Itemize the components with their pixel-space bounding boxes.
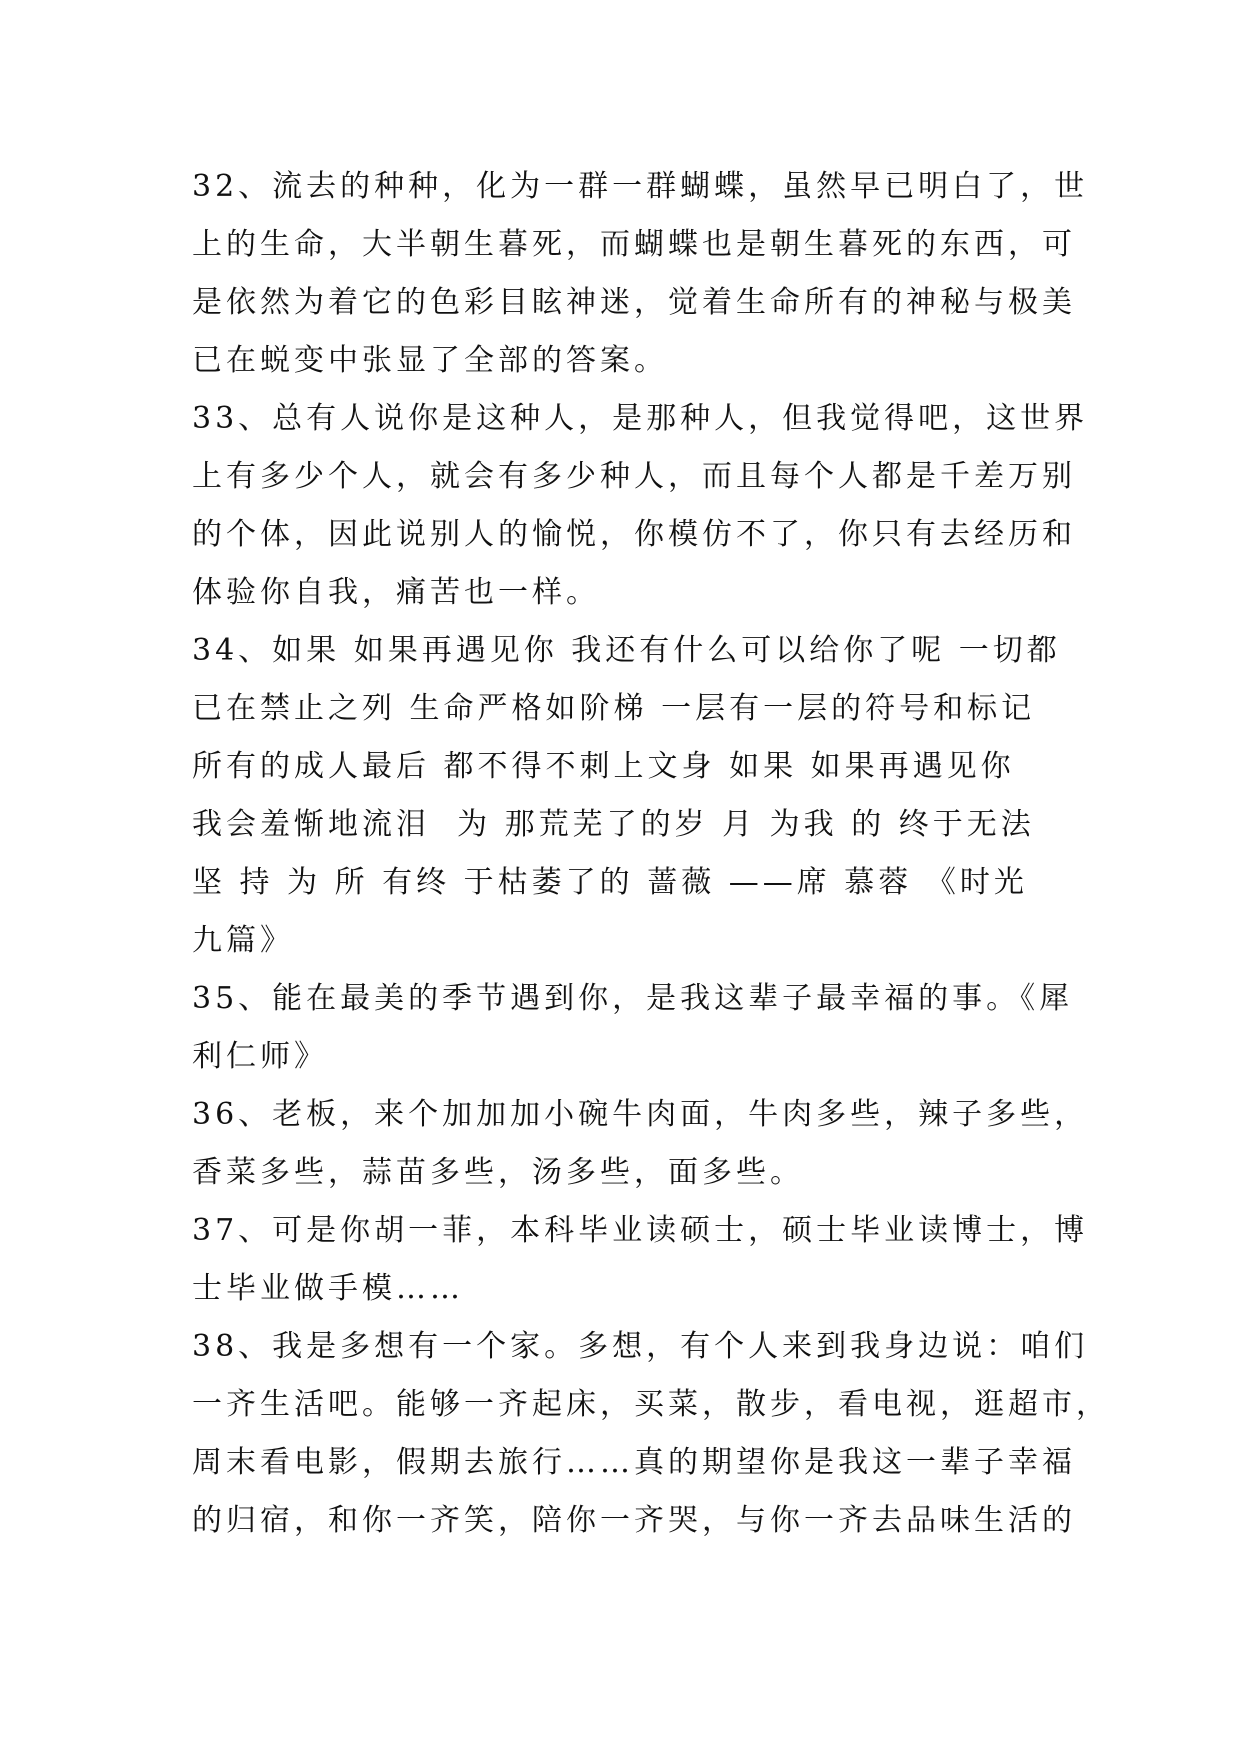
text-line: 我会羞惭地流泪 为 那荒芜了的岁 月 为我 的 终于无法 — [192, 807, 1035, 842]
text-line: 的个体，因此说别人的愉悦，你模仿不了，你只有去经历和 — [192, 517, 1076, 552]
text-line: 一齐生活吧。能够一齐起床，买菜，散步，看电视，逛超市， — [192, 1387, 1110, 1422]
text-line: 坚 持 为 所 有终 于枯萎了的 蔷薇 ——席 慕蓉 《时光 — [192, 865, 1028, 900]
text-line: 38、我是多想有一个家。多想，有个人来到我身边说：咱们 — [192, 1329, 1089, 1364]
text-line: 35、能在最美的季节遇到你，是我这辈子最幸福的事。《犀 — [192, 981, 1074, 1016]
text-line: 九篇》 — [192, 923, 294, 958]
text-line: 33、总有人说你是这种人，是那种人，但我觉得吧，这世界 — [192, 401, 1089, 436]
text-line: 上的生命，大半朝生暮死，而蝴蝶也是朝生暮死的东西，可 — [192, 227, 1076, 262]
text-line: 37、可是你胡一菲，本科毕业读硕士，硕士毕业读博士，博 — [192, 1213, 1089, 1248]
text-line: 上有多少个人，就会有多少种人，而且每个人都是千差万别 — [192, 459, 1076, 494]
text-line: 已在蜕变中张显了全部的答案。 — [192, 343, 668, 378]
text-line: 的归宿，和你一齐笑，陪你一齐哭，与你一齐去品味生活的 — [192, 1503, 1076, 1538]
text-line: 周末看电影，假期去旅行……真的期望你是我这一辈子幸福 — [192, 1445, 1076, 1480]
text-line: 香菜多些，蒜苗多些，汤多些，面多些。 — [192, 1155, 804, 1190]
text-line: 士毕业做手模…… — [192, 1271, 464, 1306]
text-line: 已在禁止之列 生命严格如阶梯 一层有一层的符号和标记 — [192, 691, 1036, 726]
document-body — [192, 158, 1110, 1550]
text-line: 利仁师》 — [192, 1039, 328, 1074]
text-line: 32、流去的种种，化为一群一群蝴蝶，虽然早已明白了，世 — [192, 169, 1089, 204]
text-line: 36、老板，来个加加加小碗牛肉面，牛肉多些，辣子多些， — [192, 1097, 1089, 1132]
text-line: 34、如果 如果再遇见你 我还有什么可以给你了呢 一切都 — [192, 633, 1061, 668]
text-line: 所有的成人最后 都不得不刺上文身 如果 如果再遇见你 — [192, 749, 1015, 784]
text-line: 是依然为着它的色彩目眩神迷，觉着生命所有的神秘与极美 — [192, 285, 1076, 320]
text-line: 体验你自我，痛苦也一样。 — [192, 575, 600, 610]
